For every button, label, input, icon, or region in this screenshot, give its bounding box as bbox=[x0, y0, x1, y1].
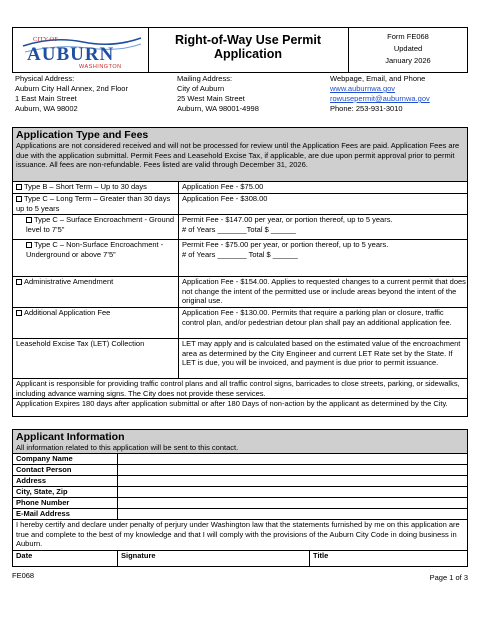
fee-type: Type C – Long Term – Greater than 30 days up to 5 years bbox=[16, 194, 171, 213]
fee-amount-line2[interactable]: # of Years _______Total $ ______ bbox=[182, 224, 296, 234]
contact-info bbox=[330, 74, 470, 114]
logo-auburn: AUBURN bbox=[27, 44, 115, 65]
fees-header bbox=[13, 128, 467, 181]
form-number: Form FE068 bbox=[387, 32, 429, 41]
traffic-control-note: Applicant is responsible for providing traffic control plans and all traffic control signs, barricades to close streets, parking, or sidewalks, including advance warning signs. The City does not provide these services. bbox=[16, 379, 460, 398]
field-label: Phone Number bbox=[16, 498, 70, 507]
checkbox[interactable] bbox=[26, 242, 32, 248]
email-link[interactable]: rowusepermit@auburnwa.gov bbox=[330, 94, 430, 103]
address-row bbox=[13, 475, 467, 486]
applicant-heading: Applicant Information bbox=[16, 431, 125, 443]
fee-row bbox=[13, 276, 467, 307]
checkbox[interactable] bbox=[16, 279, 22, 285]
applicant-intro: All information related to this application will be sent to this contact. bbox=[16, 443, 239, 452]
physical-address-line1: Auburn City Hall Annex, 2nd Floor bbox=[15, 84, 128, 93]
updated-date: January 2026 bbox=[385, 56, 431, 65]
form-info bbox=[349, 28, 467, 72]
fee-type: Administrative Amendment bbox=[13, 277, 178, 287]
phone-number-row bbox=[13, 497, 467, 508]
company-name-row bbox=[13, 453, 467, 464]
physical-address bbox=[15, 74, 175, 114]
fee-note bbox=[13, 398, 467, 416]
fees-heading: Application Type and Fees bbox=[16, 129, 149, 141]
logo-washington: WASHINGTON bbox=[79, 64, 122, 70]
signature-field[interactable]: Signature bbox=[121, 551, 156, 560]
fee-amount-line1: Permit Fee - $75.00 per year, or portion thereof, up to 5 years. bbox=[182, 240, 389, 249]
fee-amount bbox=[179, 215, 467, 234]
fee-type: Leasehold Excise Tax (LET) Collection bbox=[16, 339, 145, 348]
email-address-row bbox=[13, 508, 467, 519]
fee-row bbox=[13, 307, 467, 338]
fee-amount: LET may apply and is calculated based on the estimated value of the encroachment area as determined by the City Engineer and current LET Rate set by the State. If LET is due, you will be invoiced, and payment is due prior to permit issuance. bbox=[182, 339, 461, 367]
fee-row bbox=[13, 239, 467, 276]
city-logo bbox=[13, 28, 149, 72]
fee-amount: Application Fee - $154.00. Applies to requested changes to a current permit that does not change the intent of the permitted use or include areas beyond the intent of the original use. bbox=[182, 277, 466, 305]
checkbox[interactable] bbox=[16, 310, 22, 316]
fee-amount: Application Fee - $308.00 bbox=[182, 194, 268, 203]
form-title-line1: Right-of-Way Use Permit bbox=[174, 33, 322, 47]
field-label: E-Mail Address bbox=[16, 509, 70, 518]
date-field[interactable]: Date bbox=[16, 551, 33, 560]
applicant-section bbox=[12, 429, 468, 567]
mailing-address-line3: Auburn, WA 98001-4998 bbox=[177, 104, 259, 113]
form-title bbox=[148, 28, 349, 72]
mailing-address-line2: 25 West Main Street bbox=[177, 94, 245, 103]
certification bbox=[13, 519, 467, 550]
certification-text: I hereby certify and declare under penalty of perjury under Washington law that the statements furnished by me on this application are true and complete to the best of my knowledge and that I will comply with the provisions of the Auburn City Code in doing business in Auburn. bbox=[16, 520, 460, 548]
webpage-link[interactable]: www.auburnwa.gov bbox=[330, 84, 396, 93]
city-state-zip-row bbox=[13, 486, 467, 497]
contact-person-row bbox=[13, 464, 467, 475]
fee-amount-line2[interactable]: # of Years _______ Total $ ______ bbox=[182, 249, 298, 259]
contact-heading: Webpage, Email, and Phone bbox=[330, 74, 426, 83]
fee-type: Additional Application Fee bbox=[13, 308, 178, 318]
footer-form-id: FE068 bbox=[12, 571, 35, 580]
expiration-note: Application Expires 180 days after application submittal or after 180 Days of non-action by the applicant as determined by the City. bbox=[16, 399, 448, 408]
checkbox[interactable] bbox=[16, 196, 22, 202]
footer-page-number: Page 1 of 3 bbox=[429, 573, 468, 582]
fee-type: Type B – Short Term – Up to 30 days bbox=[13, 182, 178, 192]
field-label: Company Name bbox=[16, 454, 73, 463]
fee-row bbox=[13, 214, 467, 239]
checkbox[interactable] bbox=[26, 217, 32, 223]
field-label: Address bbox=[16, 476, 47, 485]
fee-amount-line1: Permit Fee - $147.00 per year, or portion thereof, up to 5 years. bbox=[182, 215, 393, 224]
physical-address-heading: Physical Address: bbox=[15, 74, 75, 83]
field-label: City, State, Zip bbox=[16, 487, 68, 496]
fee-row bbox=[13, 193, 467, 214]
physical-address-line3: Auburn, WA 98002 bbox=[15, 104, 78, 113]
fee-amount: Application Fee - $75.00 bbox=[182, 182, 264, 191]
form-header bbox=[12, 27, 468, 73]
fee-type: Type C – Surface Encroachment - Ground level to 7’5” bbox=[26, 215, 175, 234]
auburn-logo-icon bbox=[13, 28, 148, 72]
fees-intro: Applications are not considered received and will not be processed for review until the Application Fees are paid. Application Fees are due with the application submittal. Permit Fees and Leasehold Excise Tax, if applicable, are due upon permit approval prior to permit issuance. All fees are non-refundable. Fees listed are valid through December 31, 2026. bbox=[16, 141, 460, 169]
fee-amount bbox=[179, 240, 467, 259]
fee-note bbox=[13, 378, 467, 398]
logo-city-of: CITY OF bbox=[33, 36, 58, 43]
mailing-address bbox=[177, 74, 317, 114]
form-title-line2: Application bbox=[213, 47, 283, 61]
checkbox[interactable] bbox=[16, 184, 22, 190]
fee-row bbox=[13, 181, 467, 193]
mailing-address-line1: City of Auburn bbox=[177, 84, 225, 93]
applicant-header bbox=[13, 430, 467, 453]
physical-address-line2: 1 East Main Street bbox=[15, 94, 77, 103]
fee-amount: Application Fee - $130.00. Permits that require a parking plan or closure, traffic control plan, and/or pedestrian detour plan shall pay an additional application fee. bbox=[182, 308, 452, 327]
updated-label: Updated bbox=[393, 44, 423, 53]
field-label: Contact Person bbox=[16, 465, 72, 474]
mailing-address-heading: Mailing Address: bbox=[177, 74, 233, 83]
fee-row bbox=[13, 338, 467, 378]
fee-type: Type C – Non-Surface Encroachment - Underground or above 7’5” bbox=[26, 240, 164, 259]
signature-row bbox=[13, 550, 467, 566]
title-field[interactable]: Title bbox=[313, 551, 329, 560]
fees-section bbox=[12, 127, 468, 417]
phone-number: Phone: 253-931-3010 bbox=[330, 104, 403, 113]
